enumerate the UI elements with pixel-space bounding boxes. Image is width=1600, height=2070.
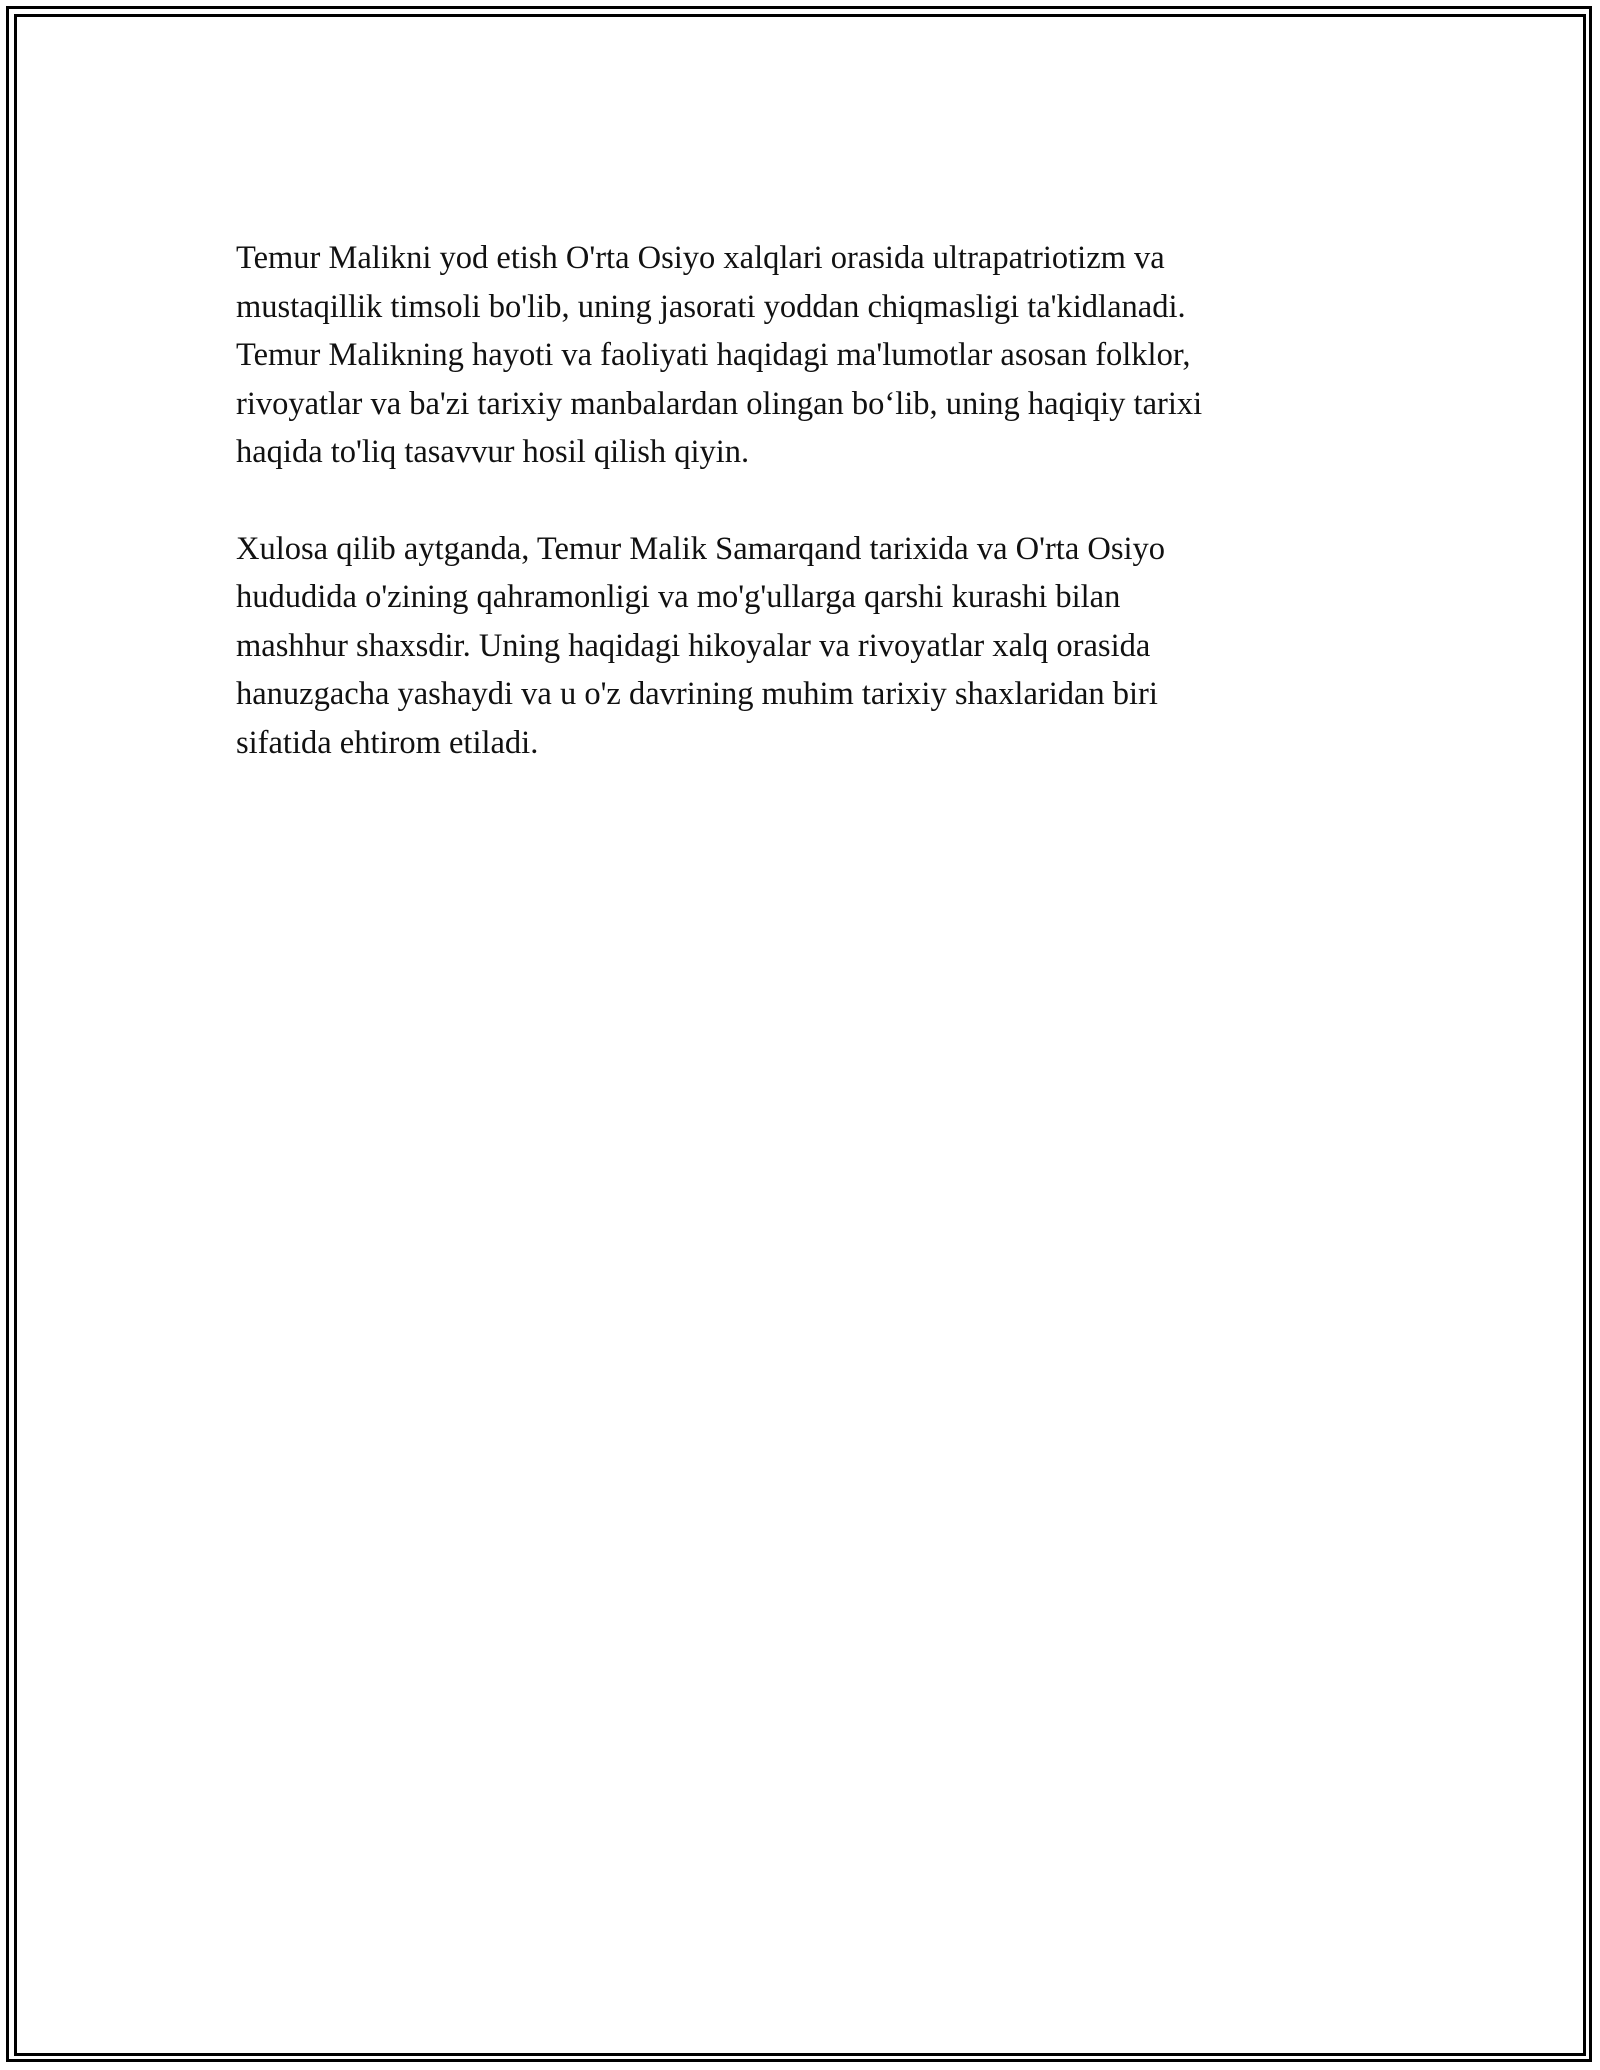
document-body bbox=[236, 234, 1366, 815]
paragraph-2: Xulosa qilib aytganda, Temur Malik Samarqand tarixida va O'rta Osiyo hududida o'zining qahramonligi va mo'g'ullarga qarshi kurashi bilan mashhur shaxsdir. Uning haqidagi hikoyalar va rivoyatlar xalq orasida hanuzgacha yashaydi va u o'z davrining muhim tarixiy shaxlaridan biri sifatida ehtirom etiladi. bbox=[236, 530, 1166, 761]
paragraph-1: Temur Malikni yod etish O'rta Osiyo xalqlari orasida ultrapatriotizm va mustaqillik timsoli bo'lib, uning jasorati yoddan chiqmasligi ta'kidlanadi. Temur Malikning hayoti va faoliyati haqidagi ma'lumotlar asosan folklor, rivoyatlar va ba'zi tarixiy manbalardan olingan bo‘lib, uning haqiqiy tarixi haqida to'liq tasavvur hosil qilish qiyin. bbox=[236, 240, 1203, 470]
